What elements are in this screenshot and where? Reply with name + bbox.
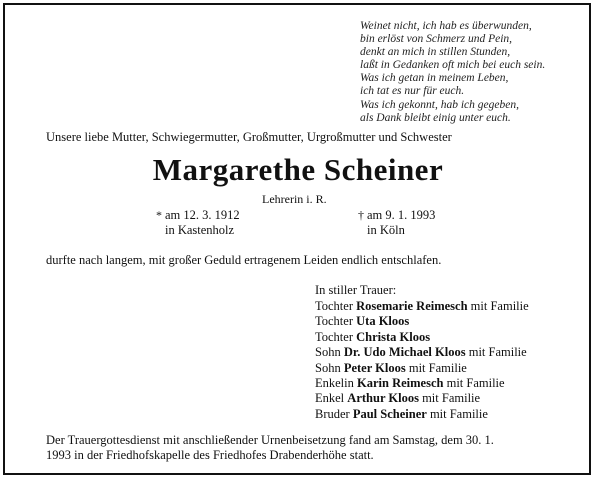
poem-line: ich tat es nur für euch. xyxy=(360,85,465,98)
poem xyxy=(360,20,575,125)
mourner-name: Paul Scheiner xyxy=(352,406,427,421)
mourner-suffix: mit Familie xyxy=(422,391,481,406)
mourner-row xyxy=(315,345,529,360)
mourner-name: Karin Reimesch xyxy=(357,376,444,391)
birth-date: am 12. 3. 1912 xyxy=(165,208,240,222)
death-date: am 9. 1. 1993 xyxy=(367,208,436,222)
mourner-suffix: mit Familie xyxy=(429,406,488,421)
mourner-row xyxy=(315,299,529,314)
poem-line: Was ich gekonnt, hab ich gegeben, xyxy=(360,98,519,111)
service-line: Der Trauergottesdienst mit anschließender Urnenbeisetzung fand am Samstag, dem 30. 1. xyxy=(46,433,494,447)
poem-line: bin erlöst von Schmerz und Pein, xyxy=(360,33,513,46)
deceased-name: Margarethe Scheiner xyxy=(152,152,444,187)
mourner-relation: Tochter xyxy=(315,299,353,313)
poem-line: denkt an mich in stillen Stunden, xyxy=(360,46,511,59)
birth-symbol: * xyxy=(156,208,162,222)
mourner-row xyxy=(315,376,529,391)
mourner-name: Peter Kloos xyxy=(343,360,406,375)
mourner-relation: Sohn xyxy=(315,360,341,375)
mourner-relation: Tochter xyxy=(315,314,353,329)
mourner-row xyxy=(315,314,529,329)
mourner-row xyxy=(315,361,529,376)
service-line: 1993 in der Friedhofskapelle des Friedhofes Drabenderhöhe statt. xyxy=(46,448,374,462)
mourner-suffix: mit Familie xyxy=(446,376,505,391)
mourner-name: Rosemarie Reimesch xyxy=(356,299,468,313)
poem-line: laßt in Gedanken oft mich bei euch sein. xyxy=(360,59,546,72)
death-place: in Köln xyxy=(367,223,405,237)
mourner-row xyxy=(315,407,529,422)
mourner-name: Christa Kloos xyxy=(356,329,431,344)
mourner-suffix: mit Familie xyxy=(408,360,467,375)
mourner-name: Arthur Kloos xyxy=(347,391,419,406)
mourners-heading: In stiller Trauer: xyxy=(315,283,397,297)
poem-line: Weinet nicht, ich hab es überwunden, xyxy=(360,20,532,32)
mourner-name: Uta Kloos xyxy=(356,314,410,329)
mourner-relation: Bruder xyxy=(315,406,350,421)
mourner-suffix: mit Familie xyxy=(468,345,527,360)
intro-text: Unsere liebe Mutter, Schwiegermutter, Großmutter, Urgroßmutter und Schwester xyxy=(46,130,452,144)
mourner-name: Dr. Udo Michael Kloos xyxy=(343,345,466,360)
poem-line: als Dank bleibt einig unter euch. xyxy=(360,111,511,124)
mourner-relation: Sohn xyxy=(315,345,341,360)
mourner-suffix: mit Familie xyxy=(470,299,529,313)
birth-info xyxy=(150,208,240,238)
death-symbol: † xyxy=(358,208,364,222)
mourner-relation: Enkelin xyxy=(315,376,354,391)
profession: Lehrerin i. R. xyxy=(262,192,327,206)
birth-place: in Kastenholz xyxy=(165,223,235,237)
mourner-relation: Tochter xyxy=(315,329,353,344)
mourner-row xyxy=(315,330,529,345)
mourner-row xyxy=(315,391,529,406)
mourner-relation: Enkel xyxy=(315,391,345,406)
poem-line: Was ich getan in meinem Leben, xyxy=(360,72,509,85)
service-notice xyxy=(46,433,566,463)
passage-text: durfte nach langem, mit großer Geduld ertragenem Leiden endlich entschlafen. xyxy=(46,253,442,267)
mourners-list xyxy=(315,299,529,422)
death-info xyxy=(352,208,435,238)
